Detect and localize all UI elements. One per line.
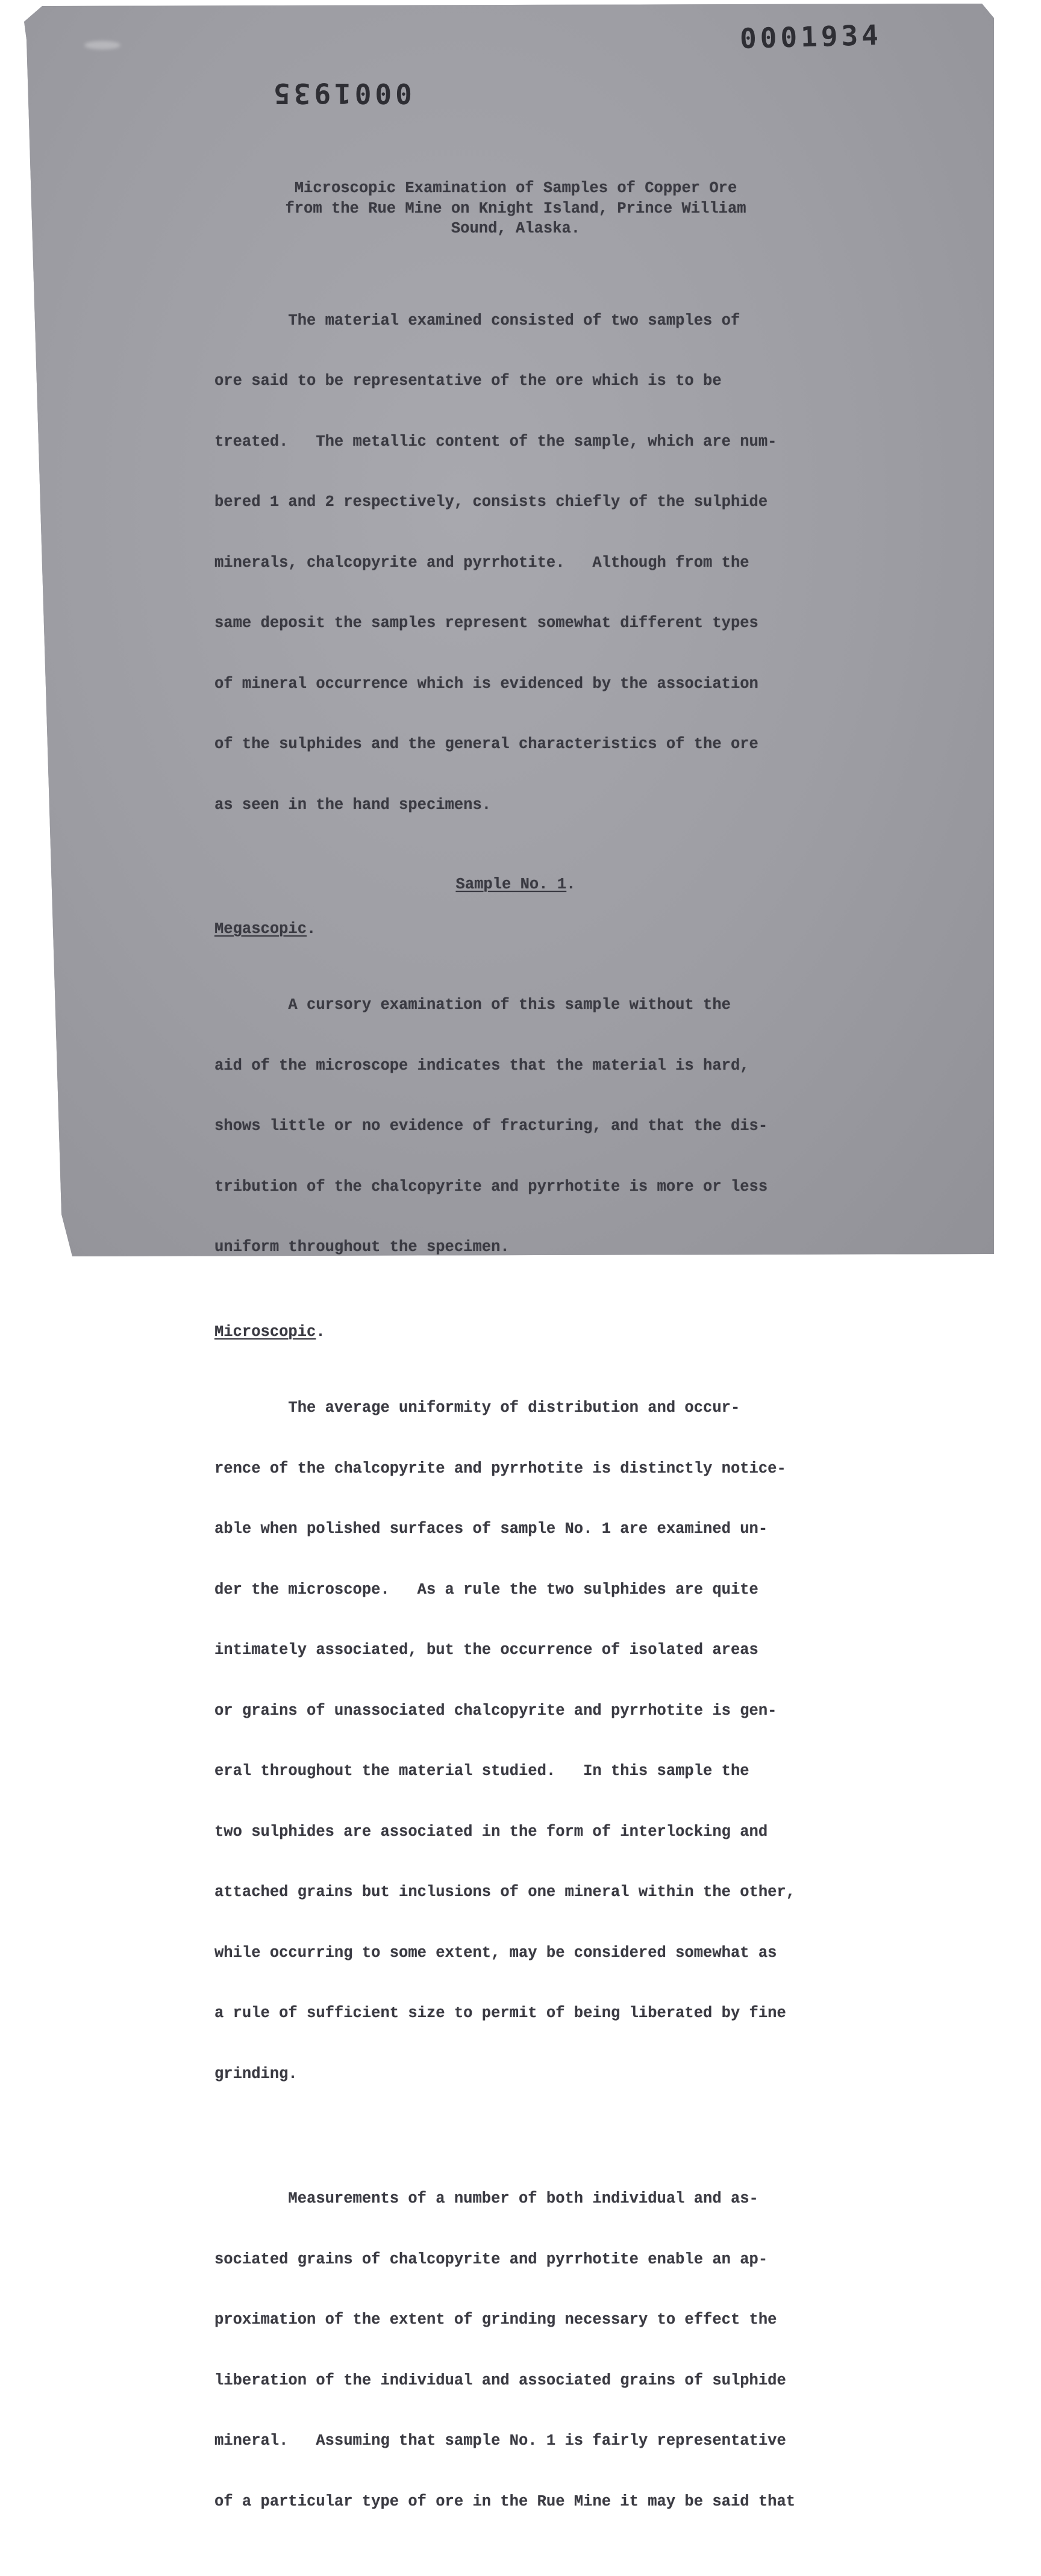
- document-body: [214, 178, 853, 2576]
- text-line: two sulphides are associated in the form of interlocking and: [214, 1823, 768, 1841]
- text-line: proximation of the extent of grinding necessary to effect the: [214, 2311, 777, 2328]
- text-line: The average uniformity of distribution and occur-: [214, 1399, 740, 1417]
- text-line: tribution of the chalcopyrite and pyrrhotite is more or less: [214, 1177, 768, 1196]
- microscopic-paragraph: [214, 1358, 853, 2124]
- title-line: from the Rue Mine on Knight Island, Prince William: [285, 199, 746, 217]
- title-line: Sound, Alaska.: [451, 220, 581, 237]
- text-line: aid of the microscope indicates that the material is hard,: [214, 1056, 749, 1074]
- text-line: rence of the chalcopyrite and pyrrhotite is distinctly notice-: [214, 1459, 786, 1477]
- document-title: [214, 178, 817, 239]
- text-line: grinding.: [214, 2065, 298, 2083]
- title-line: Microscopic Examination of Samples of Copper Ore: [294, 179, 737, 197]
- megascopic-paragraph: [214, 955, 853, 1298]
- megascopic-heading: Megascopic.: [214, 920, 316, 938]
- text-line: bered 1 and 2 respectively, consists chiefly of the sulphide: [214, 493, 768, 511]
- text-line: of the sulphides and the general characteristics of the ore: [214, 735, 758, 753]
- text-line: while occurring to some extent, may be considered somewhat as: [214, 1944, 777, 1962]
- text-line: Measurements of a number of both individual and as-: [214, 2190, 758, 2207]
- text-line: a rule of sufficient size to permit of being liberated by fine: [214, 2004, 786, 2022]
- text-line: sociated grains of chalcopyrite and pyrrhotite enable an ap-: [214, 2250, 768, 2268]
- inverted-page-number-stamp: 0001935: [270, 77, 412, 110]
- text-line: of mineral occurrence which is evidenced by the association: [214, 675, 758, 693]
- microscopic-heading: Microscopic.: [214, 1323, 325, 1341]
- microscopic-heading-text: Microscopic: [214, 1323, 316, 1341]
- text-line: as seen in the hand specimens.: [214, 796, 492, 814]
- paper-smudge: [84, 41, 120, 49]
- text-line: or grains of unassociated chalcopyrite and pyrrhotite is gen-: [214, 1701, 777, 1720]
- text-line: ore said to be representative of the ore which is to be: [214, 372, 722, 390]
- text-line: minerals, chalcopyrite and pyrrhotite. Although from the: [214, 554, 749, 572]
- text-line: attached grains but inclusions of one mineral within the other,: [214, 1883, 796, 1901]
- sample-heading-text: Sample No. 1: [455, 876, 567, 893]
- sample-heading: Sample No. 1.: [455, 876, 576, 893]
- text-line: of a particular type of ore in the Rue Mine it may be said that: [214, 2492, 796, 2510]
- text-line: shows little or no evidence of fracturing, and that the dis-: [214, 1117, 768, 1135]
- text-line: intimately associated, but the occurrence of isolated areas: [214, 1641, 758, 1659]
- text-line: able when polished surfaces of sample No. 1 are examined un-: [214, 1520, 768, 1538]
- text-line: der the microscope. As a rule the two sulphides are quite: [214, 1580, 758, 1598]
- text-line: The material examined consisted of two samples of: [214, 311, 740, 329]
- measurements-paragraph: [214, 2148, 853, 2552]
- text-line: eral throughout the material studied. In this sample the: [214, 1762, 749, 1780]
- text-line: mineral. Assuming that sample No. 1 is fairly representative: [214, 2432, 786, 2450]
- text-line: liberation of the individual and associated grains of sulphide: [214, 2371, 786, 2389]
- page-number-stamp: 0001934: [739, 18, 883, 55]
- text-line: A cursory examination of this sample without the: [214, 996, 731, 1014]
- text-line: treated. The metallic content of the sample, which are num-: [214, 432, 777, 451]
- text-line: same deposit the samples represent somewhat different types: [214, 614, 758, 632]
- intro-paragraph: [214, 270, 853, 856]
- text-line: uniform throughout the specimen.: [214, 1238, 510, 1256]
- megascopic-heading-text: Megascopic: [214, 920, 307, 938]
